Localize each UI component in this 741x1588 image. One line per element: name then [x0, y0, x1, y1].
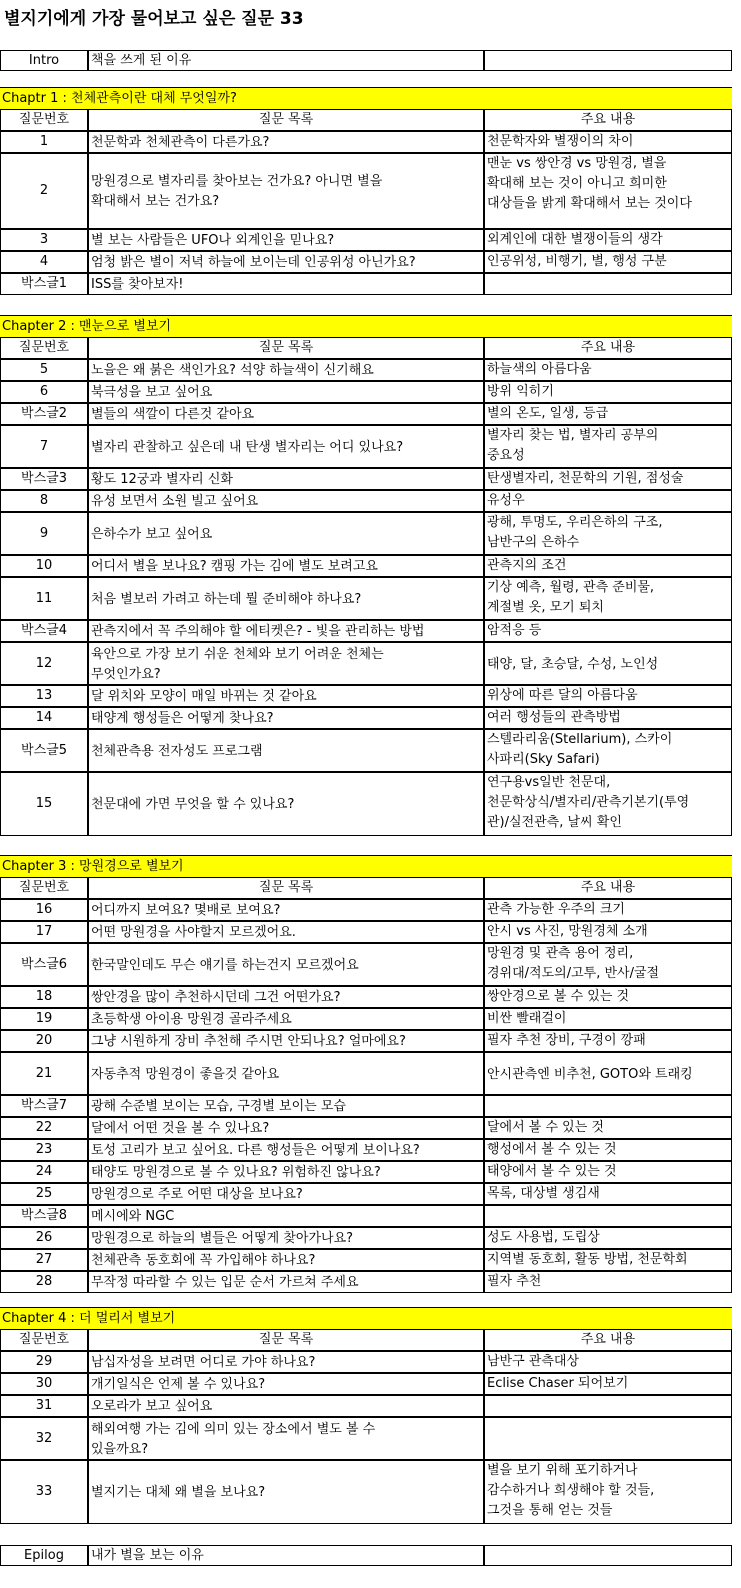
chapter-title: Chapter 4 : 더 멀리서 별보기	[0, 1307, 732, 1329]
row-question	[88, 772, 484, 836]
row-content-line: 계절별 옷, 모기 퇴치	[487, 600, 604, 615]
row-number: 31	[0, 1395, 88, 1417]
row-question	[88, 131, 484, 153]
row-question-line: 자동추적 망원경이 좋을것 같아요	[91, 1067, 280, 1082]
row-number: 10	[0, 555, 88, 577]
row-question	[88, 1271, 484, 1293]
row-content-line: 맨눈 vs 쌍안경 vs 망원경, 별을	[487, 156, 667, 171]
row-content	[484, 1205, 732, 1227]
row-number: 박스글2	[0, 403, 88, 425]
intro-label: Intro	[0, 50, 88, 71]
row-content	[484, 685, 732, 707]
row-content	[484, 1183, 732, 1205]
epilog-text: 내가 별을 보는 이유	[88, 1545, 484, 1566]
row-content-line: 확대해 보는 것이 아니고 희미한	[487, 176, 667, 191]
row-question	[88, 1095, 484, 1117]
row-content	[484, 1139, 732, 1161]
intro-text: 책을 쓰게 된 이유	[88, 50, 484, 71]
row-question-line: 달에서 어떤 것을 볼 수 있나요?	[91, 1121, 270, 1136]
row-content	[484, 921, 732, 943]
row-content	[484, 899, 732, 921]
row-question-line: 엄청 밝은 별이 저녁 하늘에 보이는데 인공위성 아닌가요?	[91, 255, 416, 270]
row-number: 9	[0, 512, 88, 555]
row-number: 20	[0, 1030, 88, 1052]
header-content: 주요 내용	[484, 109, 732, 131]
row-question-line: 망원경으로 별자리를 찾아보는 건가요? 아니면 별을	[91, 174, 383, 189]
row-question-line: 별들의 색깔이 다른것 같아요	[91, 407, 255, 422]
row-number: 11	[0, 577, 88, 620]
chapter-title: Chapter 3 : 망원경으로 별보기	[0, 855, 732, 877]
row-content	[484, 425, 732, 468]
row-number: 8	[0, 490, 88, 512]
row-question	[88, 153, 484, 229]
row-content-line: 별의 온도, 일생, 등급	[487, 406, 609, 421]
header-question: 질문 목록	[88, 877, 484, 899]
row-question-line: 확대해서 보는 건가요?	[91, 194, 220, 209]
row-question	[88, 620, 484, 642]
row-content-line: 남반구의 은하수	[487, 535, 580, 550]
row-content	[484, 1117, 732, 1139]
row-content-line: 태양, 달, 초승달, 수성, 노인성	[487, 657, 659, 672]
row-content	[484, 1417, 732, 1460]
row-content	[484, 381, 732, 403]
row-content	[484, 1249, 732, 1271]
row-question-line: 유성 보면서 소원 빌고 싶어요	[91, 494, 259, 509]
row-question-line: 황도 12궁과 별자리 신화	[91, 472, 233, 487]
row-content-line: 탄생별자리, 천문학의 기원, 점성술	[487, 471, 684, 486]
header-content: 주요 내용	[484, 877, 732, 899]
row-number: 16	[0, 899, 88, 921]
epilog-empty	[484, 1545, 732, 1566]
row-question	[88, 1117, 484, 1139]
row-question	[88, 1395, 484, 1417]
row-content	[484, 1271, 732, 1293]
row-question-line: 무엇인가요?	[91, 667, 161, 682]
header-no: 질문번호	[0, 109, 88, 131]
row-number: 23	[0, 1139, 88, 1161]
row-question	[88, 425, 484, 468]
row-question-line: 별 보는 사람들은 UFO나 외계인을 믿나요?	[91, 233, 335, 248]
row-content-line: 암적응 등	[487, 623, 542, 638]
row-question-line: 천체관측용 전자성도 프로그램	[91, 744, 263, 759]
row-number: 25	[0, 1183, 88, 1205]
row-number: 29	[0, 1351, 88, 1373]
row-content	[484, 403, 732, 425]
row-number: 박스글7	[0, 1095, 88, 1117]
row-question-line: 처음 별보러 가려고 하는데 뭘 준비해야 하나요?	[91, 592, 362, 607]
row-question-line: 별지기는 대체 왜 별을 보나요?	[91, 1485, 266, 1500]
row-content-line: 스텔라리움(Stellarium), 스카이	[487, 732, 673, 747]
row-question-line: 무작정 따라할 수 있는 입문 순서 가르쳐 주세요	[91, 1275, 359, 1290]
row-content	[484, 986, 732, 1008]
row-content-line: 광해, 투명도, 우리은하의 구조,	[487, 515, 663, 530]
row-question	[88, 1030, 484, 1052]
row-number: 17	[0, 921, 88, 943]
row-question	[88, 1249, 484, 1271]
row-question	[88, 403, 484, 425]
row-question	[88, 251, 484, 273]
row-content-line: 태양에서 볼 수 있는 것	[487, 1164, 617, 1179]
row-number: 22	[0, 1117, 88, 1139]
row-question-line: 어디까지 보여요? 몇배로 보여요?	[91, 903, 281, 918]
row-number: 19	[0, 1008, 88, 1030]
row-content	[484, 772, 732, 836]
header-content: 주요 내용	[484, 337, 732, 359]
row-content-line: 연구용vs일반 천문대,	[487, 775, 611, 790]
header-question: 질문 목록	[88, 337, 484, 359]
row-question	[88, 1417, 484, 1460]
row-content	[484, 229, 732, 251]
row-content-line: 안시 vs 사진, 망원경체 소개	[487, 924, 648, 939]
row-number: 박스글6	[0, 943, 88, 986]
row-question-line: 망원경으로 주로 어떤 대상을 보나요?	[91, 1187, 303, 1202]
row-question-line: 한국말인데도 무슨 얘기를 하는건지 모르겠어요	[91, 958, 359, 973]
row-question	[88, 899, 484, 921]
row-question	[88, 943, 484, 986]
row-question	[88, 986, 484, 1008]
row-content	[484, 1030, 732, 1052]
chapter-title: Chaptr 1 : 천체관측이란 대체 무엇일까?	[0, 87, 732, 109]
row-question	[88, 229, 484, 251]
row-content	[484, 1052, 732, 1095]
row-content	[484, 1227, 732, 1249]
row-question-line: 천문대에 가면 무엇을 할 수 있나요?	[91, 797, 295, 812]
row-question	[88, 685, 484, 707]
row-question-line: 있을까요?	[91, 1442, 149, 1457]
row-content	[484, 273, 732, 295]
row-content	[484, 1460, 732, 1524]
row-number: 박스글5	[0, 729, 88, 772]
row-question	[88, 1351, 484, 1373]
row-question	[88, 1161, 484, 1183]
row-question-line: 관측지에서 꼭 주의해야 할 에티켓은? - 빛을 관리하는 방법	[91, 624, 425, 639]
row-content-line: 유성우	[487, 493, 525, 508]
row-question-line: 광해 수준별 보이는 모습, 구경별 보이는 모습	[91, 1099, 346, 1114]
row-content	[484, 1373, 732, 1395]
row-question-line: 노을은 왜 붉은 색인가요? 석양 하늘색이 신기해요	[91, 363, 374, 378]
row-content	[484, 943, 732, 986]
row-number: 5	[0, 359, 88, 381]
row-content	[484, 153, 732, 229]
row-question	[88, 468, 484, 490]
row-number: 14	[0, 707, 88, 729]
row-content-line: 대상들을 밝게 확대해서 보는 것이다	[487, 196, 692, 211]
row-question-line: 태양도 망원경으로 볼 수 있나요? 위험하진 않나요?	[91, 1165, 381, 1180]
row-content	[484, 729, 732, 772]
row-content-line: 지역별 동호회, 활동 방법, 천문학회	[487, 1252, 688, 1267]
row-content-line: 여러 행성들의 관측방법	[487, 710, 621, 725]
row-question	[88, 642, 484, 685]
row-content-line: 비싼 빨래걸이	[487, 1011, 567, 1026]
row-content-line: 기상 예측, 월령, 관측 준비물,	[487, 580, 655, 595]
epilog-label: Epilog	[0, 1545, 88, 1566]
row-question	[88, 512, 484, 555]
row-question-line: 오로라가 보고 싶어요	[91, 1399, 213, 1414]
row-question-line: 어디서 별을 보나요? 캠핑 가는 김에 별도 보려고요	[91, 559, 378, 574]
row-content-line: 남반구 관측대상	[487, 1354, 580, 1369]
row-number: 박스글1	[0, 273, 88, 295]
row-question-line: ISS를 찾아보자!	[91, 277, 184, 292]
row-number: 12	[0, 642, 88, 685]
row-number: 24	[0, 1161, 88, 1183]
row-question-line: 태양계 행성들은 어떻게 찾나요?	[91, 711, 274, 726]
page-title: 별지기에게 가장 물어보고 싶은 질문 33	[4, 9, 304, 29]
row-content-line: 하늘색의 아름다움	[487, 362, 592, 377]
header-content: 주요 내용	[484, 1329, 732, 1351]
row-number: 33	[0, 1460, 88, 1524]
header-question: 질문 목록	[88, 1329, 484, 1351]
row-content-line: 경위대/적도의/고투, 반사/굴절	[487, 966, 660, 981]
row-number: 15	[0, 772, 88, 836]
row-content-line: 감수하거나 희생해야 할 것들,	[487, 1483, 655, 1498]
row-question	[88, 490, 484, 512]
row-content-line: 행성에서 볼 수 있는 것	[487, 1142, 617, 1157]
row-content-line: 필자 추천 장비, 구경이 깡패	[487, 1033, 646, 1048]
row-question	[88, 1373, 484, 1395]
row-question	[88, 707, 484, 729]
header-question: 질문 목록	[88, 109, 484, 131]
header-no: 질문번호	[0, 337, 88, 359]
row-question-line: 별자리 관찰하고 싶은데 내 탄생 별자리는 어디 있나요?	[91, 440, 404, 455]
row-number: 13	[0, 685, 88, 707]
row-content-line: 그것을 통해 얻는 것들	[487, 1503, 613, 1518]
row-content	[484, 1161, 732, 1183]
row-content	[484, 490, 732, 512]
row-question-line: 북극성을 보고 싶어요	[91, 385, 213, 400]
row-content	[484, 468, 732, 490]
row-number: 26	[0, 1227, 88, 1249]
intro-empty	[484, 50, 732, 71]
row-content-line: Eclise Chaser 되어보기	[487, 1376, 629, 1391]
row-question-line: 천문학과 천체관측이 다른가요?	[91, 135, 270, 150]
row-content-line: 위상에 따른 달의 아름다움	[487, 688, 638, 703]
row-question-line: 개기일식은 언제 볼 수 있나요?	[91, 1377, 266, 1392]
row-question-line: 그냥 시원하게 장비 추천해 주시면 안되나요? 얼마에요?	[91, 1034, 406, 1049]
row-question	[88, 555, 484, 577]
row-question	[88, 381, 484, 403]
row-question-line: 은하수가 보고 싶어요	[91, 527, 213, 542]
row-content-line: 망원경 및 관측 용어 정리,	[487, 946, 634, 961]
row-content	[484, 1008, 732, 1030]
row-number: 4	[0, 251, 88, 273]
row-question	[88, 577, 484, 620]
row-content-line: 별을 보기 위해 포기하거나	[487, 1463, 638, 1478]
row-question-line: 초등학생 아이용 망원경 골라주세요	[91, 1012, 292, 1027]
row-number: 27	[0, 1249, 88, 1271]
row-content	[484, 1395, 732, 1417]
row-number: 30	[0, 1373, 88, 1395]
row-question	[88, 921, 484, 943]
row-content	[484, 512, 732, 555]
row-content-line: 별자리 찾는 법, 별자리 공부의	[487, 428, 659, 443]
row-question	[88, 729, 484, 772]
row-content-line: 쌍안경으로 볼 수 있는 것	[487, 989, 630, 1004]
row-question	[88, 273, 484, 295]
row-content	[484, 131, 732, 153]
row-question-line: 망원경으로 하늘의 별들은 어떻게 찾아가나요?	[91, 1231, 354, 1246]
row-question	[88, 1460, 484, 1524]
row-question-line: 어떤 망원경을 사야할지 모르겠어요.	[91, 925, 296, 940]
row-number: 박스글8	[0, 1205, 88, 1227]
row-number: 7	[0, 425, 88, 468]
row-content-line: 필자 추천	[487, 1274, 542, 1289]
row-content	[484, 577, 732, 620]
row-content	[484, 707, 732, 729]
row-content-line: 달에서 볼 수 있는 것	[487, 1120, 604, 1135]
row-number: 박스글3	[0, 468, 88, 490]
row-question	[88, 1052, 484, 1095]
row-number: 1	[0, 131, 88, 153]
row-question	[88, 359, 484, 381]
row-number: 박스글4	[0, 620, 88, 642]
row-question-line: 남십자성을 보려면 어디로 가야 하나요?	[91, 1355, 316, 1370]
row-number: 21	[0, 1052, 88, 1095]
row-number: 32	[0, 1417, 88, 1460]
row-content-line: 방위 익히기	[487, 384, 554, 399]
row-content-line: 사파리(Sky Safari)	[487, 752, 600, 767]
row-content-line: 관)/실전관측, 날씨 확인	[487, 815, 622, 830]
row-question	[88, 1227, 484, 1249]
row-content	[484, 555, 732, 577]
row-question-line: 달 위치와 모양이 매일 바뀌는 것 같아요	[91, 689, 317, 704]
header-no: 질문번호	[0, 877, 88, 899]
row-content	[484, 642, 732, 685]
row-question-line: 해외여행 가는 김에 의미 있는 장소에서 별도 볼 수	[91, 1422, 376, 1437]
row-question-line: 육안으로 가장 보기 쉬운 천체와 보기 어려운 천체는	[91, 647, 384, 662]
chapter-title: Chapter 2 : 맨눈으로 별보기	[0, 315, 732, 337]
row-content-line: 안시관측엔 비추천, GOTO와 트래킹	[487, 1067, 693, 1082]
row-number: 6	[0, 381, 88, 403]
row-content	[484, 1351, 732, 1373]
row-question	[88, 1183, 484, 1205]
row-content-line: 천문학상식/별자리/관측기본기(투영	[487, 795, 690, 810]
row-content	[484, 251, 732, 273]
row-content-line: 관측지의 조건	[487, 558, 567, 573]
row-question	[88, 1139, 484, 1161]
row-content	[484, 359, 732, 381]
row-question-line: 천체관측 동호회에 꼭 가입해야 하나요?	[91, 1253, 316, 1268]
row-content-line: 성도 사용법, 도립상	[487, 1230, 600, 1245]
row-content-line: 목록, 대상별 생김새	[487, 1186, 600, 1201]
row-content-line: 인공위성, 비행기, 별, 행성 구분	[487, 254, 667, 269]
row-question	[88, 1205, 484, 1227]
row-content	[484, 1095, 732, 1117]
row-content-line: 중요성	[487, 448, 525, 463]
row-content-line: 외계인에 대한 별쟁이들의 생각	[487, 232, 663, 247]
row-number: 3	[0, 229, 88, 251]
row-question-line: 메시에와 NGC	[91, 1209, 175, 1224]
row-content-line: 천문학자와 별쟁이의 차이	[487, 134, 634, 149]
row-number: 28	[0, 1271, 88, 1293]
row-question	[88, 1008, 484, 1030]
header-no: 질문번호	[0, 1329, 88, 1351]
row-number: 18	[0, 986, 88, 1008]
row-content	[484, 620, 732, 642]
row-content-line: 관측 가능한 우주의 크기	[487, 902, 625, 917]
row-question-line: 토성 고리가 보고 싶어요. 다른 행성들은 어떻게 보이나요?	[91, 1143, 420, 1158]
row-number: 2	[0, 153, 88, 229]
row-question-line: 쌍안경을 많이 추천하시던데 그건 어떤가요?	[91, 990, 341, 1005]
